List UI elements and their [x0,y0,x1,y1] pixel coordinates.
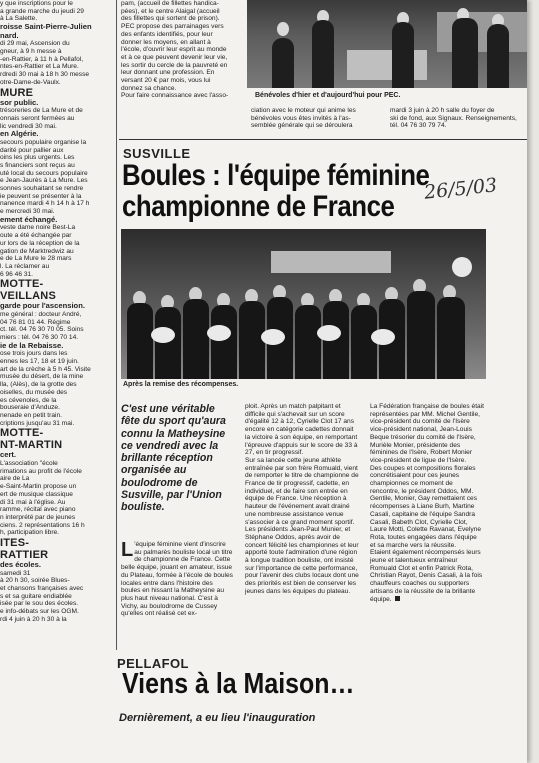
paragraph: Des coupes et compositions florales concrétisaient pour ces jeunes championnes ce moment de rencontre, le président Oddos, MM. Gentile, Monier, Gay remettaient ces récompenses à Liane Burh, Martine Casali, capitaine de l'équipe Sandra Casali, Babeth Clot, Cyrielle Clot, Laure Motti, Colette Ravanat, Evelyne Rota, toutes engagées dans l'équipe et sa marche vers la réussite. [370,464,482,549]
brief-line: darité pour pallier aux [0,146,64,154]
brief-line: ramme, récital avec piano [0,506,76,514]
column-divider [116,0,117,650]
brief-heading: NT-MARTIN [0,439,63,452]
brief-line: bouseraie d'Anduze. [0,404,60,412]
brief-line: sor public. [0,97,39,107]
section-label-susville: SUSVILLE [123,146,191,161]
article-col1 [121,541,233,618]
drop-cap: L [121,539,134,561]
brief-line: me général : docteur André, [0,310,82,318]
end-mark-icon [395,596,400,601]
brief-heading: VEILLANS [0,290,56,303]
brief-line: isée par le sou des écoles. [0,600,79,608]
brief-line: samedi 31 [0,569,31,577]
brief-line: ciens. 2 représentations 16 h [0,521,85,529]
brief-line: di 31 mai à l'église. Au [0,498,66,506]
team-photo-caption: Après la remise des récompenses. [123,381,239,388]
brief-line: trésoreries de La Mure et de [0,107,83,115]
brief-line: rimations au profit de l'école [0,467,82,475]
brief-line: musée du désert, de la mine [0,373,84,381]
text-line: pées), et le centre Alaigal (accueil [121,7,220,15]
pellafol-headline: Viens à la Maison… [122,668,355,700]
article-col1-text: 'équipe féminine vient d'inscrire au palmarès bouliste local un titre de championne de France. Cette belle équipe, jouant en amateur, issue du Plateau, formée à l'école de boules locales entre dans l'histoire des boules en hissant la Matheysine au plus haut niveau national. C'est à Vichy, au boulodrome de Cussey qu'elles ont réalisé cet ex- [121,541,233,618]
brief-line: ie peuvent se présenter à la [0,192,82,200]
text-line: mardi 3 juin à 20 h salle du foyer de [390,107,495,114]
brief-line: e mercredi 30 mai. [0,208,55,216]
paragraph: ploit. Après un match palpitant et difficile qui s'achevait sur un score d'égalité 12 à 12, Cyrielle Clot 17 ans encore en catégorie cadettes donnait la victoire à son équipe, en remportant l'épreuve d'appuis sur le score de 33 à 27, en tir progressif. [245,403,358,457]
brief-line: nanence mardi 4 h 14 h à 17 h [0,200,90,208]
paragraph: Sur sa lancée cette jeune athlète entraînée par son frère Romuald, vient de remporter le titre de championne de France de tir progressif, cadette, en individuel, et de faire son entrée en équipe de France. Une réception à hauteur de l'événement avait drainé une nombreuse assistance venue s'associer à ce grand moment sportif. [245,456,359,526]
brief-line: otre-Dame-de-Vaulx. [0,78,61,86]
text-line: ciation avec le moteur qui anime les [251,107,356,114]
brief-line: aire de La [0,475,30,483]
brief-line: uté local du secours populaire [0,169,88,177]
handwritten-date: 26/5/03 [423,174,499,204]
section-divider [119,139,527,140]
brief-heading: ITES- [0,537,30,550]
text-line: et à ce que peuvent devenir leur vie, [121,53,228,61]
brief-line: roisse Saint-Pierre-Julien [0,22,92,32]
pec-article-col3 [390,107,520,130]
text-line: versant 20 € par mois, vous lui [121,77,211,85]
brief-line: ennes les 17, 18 et 19 juin. [0,358,79,366]
brief-line: nard. [0,30,19,40]
brief-line: y que inscriptions pour le [0,0,73,7]
text-line: des fillettes qui sortent de prison). [121,15,220,23]
brief-line: ntes-en-Rattier et La Mure. [0,63,79,71]
brief-line: e info-débats sur les OGM. [0,608,79,616]
brief-line: sonnes souhaitant se rendre [0,185,84,193]
text-line: ski de fond, aux Signaux. Renseignements, tél. 04 76 30 79 74. [390,114,517,130]
headline-line-2: championne de France [122,190,395,223]
section-label-pellafol: PELLAFOL [117,656,189,671]
brief-line: et chansons françaises avec [0,585,84,593]
brief-line: veste dame noire Best-La [0,224,76,232]
brief-line: e-Saint-Martin propose un [0,483,77,491]
brief-line: e Jean-Jaurès à La Mure. Les [0,177,88,185]
text-line: Pour faire connaissance avec l'asso- [121,92,229,100]
paragraph: Etaient également récompensés leurs jeune et talentueux entraîneur Romuald Clot et enfin Patrick Rota, Christian Rayot, Denis Casali, à la fois chauffeurs coaches ou supporters artisans de la réussite de la brillante équipe. [370,549,483,603]
brief-line: ose trois jours dans les [0,350,68,358]
brief-line: garde pour l'ascension. [0,301,85,311]
brief-line: à 20 h 30, soirée Blues- [0,577,70,585]
brief-line: oins les plus urgents. Les [0,154,75,162]
text-line: bénévoles vous êtes invités à l'as- [251,114,351,122]
brief-line: ct. tél. 04 76 30 70 05. Soins [0,326,84,334]
brief-line: gation de Marktredwiz au [0,247,74,255]
brief-line: secours populaire organise la [0,138,87,146]
pellafol-intro: Dernièrement, a eu lieu l'inauguration [119,712,316,724]
brief-line: 04 76 81 01 44. Régime [0,318,71,326]
article-intro: C'est une véritable fête du sport qu'aura connu la Matheysine ce vendredi avec la brillante réception organisée au boulodrome de Susville, par l'Union bouliste. [121,403,226,514]
brief-line: s et sa guitare endiablée [0,592,72,600]
brief-line: nenade en petit train. [0,411,62,419]
headline-line-1: Boules : l'équipe féminine [122,159,430,192]
paragraph: Les présidents Jean-Paul Munier, et Stéphane Oddos, après avoir de concert félicité les championnes et leur apporté toute l'admiration d'une région à longue tradition bouliste, ont insisté sur l'importance de cette performance, pour l'avenir des clubs locaux dont une des priorités est bien de conserver les jeunes dans les équipes du plateau. [245,526,359,595]
brief-line: a grande marche du jeudi 29 [0,7,84,15]
brief-line: rdi 4 juin à 20 h 30 à la [0,615,67,623]
text-line: semblée générale qui se déroulera [251,122,353,130]
brief-line: L'association "école [0,459,58,467]
text-line: les sortir du cercle de la pauvreté en [121,61,228,69]
brief-line: onnais seront fermées au [0,114,75,122]
brief-line: art de la crèche à 5 h 45. Visite [0,365,91,373]
brief-line: 6 96 46 31. [0,270,33,278]
brief-line: des écoles. [0,560,41,570]
brief-line: rdredi 30 mai à 18 h 30 messe [0,71,90,79]
brief-line: gneur, à 9 h messe à [0,48,62,55]
brief-line: ie de la Rebaisse. [0,340,64,350]
brief-line: di 29 mai, Ascension du [0,40,70,48]
team-award-photo [121,229,486,379]
brief-line: oiselles, du musée des [0,388,68,396]
brief-line: e de La Mure le 28 mars [0,255,72,263]
text-line: des enfants identifiés, pour leur [121,30,213,38]
brief-line: ert de musique classique [0,490,73,498]
text-line: l'école, d'ouvrir leur esprit au monde [121,46,227,54]
brief-line: lla, (Alès), de la grotte des [0,381,77,389]
brief-line: cert. [0,450,17,460]
pec-volunteers-photo [247,0,527,88]
brief-line: es cévenoles, de la [0,396,57,404]
brief-line: à La Salette. [0,15,38,23]
brief-line: ement échangé. [0,214,58,224]
brief-line: ur lors de la réception de la [0,239,80,247]
brief-heading: MURE [0,86,34,99]
text-line: PEC propose des parrainages vers [121,23,224,31]
brief-heading: RATTIER [0,549,49,562]
left-brief-column [0,0,113,763]
article-col3 [370,403,484,603]
brief-heading: MOTTE- [0,278,44,291]
text-line: pam, (accueil de fillettes handica- [121,0,219,7]
brief-line: oute a été échangée par [0,232,72,240]
text-line: donnez sa chance. [121,84,177,92]
brief-line: -en-Rattier, à 11 h à Pellafol, [0,55,84,63]
brief-line: s financiers sont reçus au [0,161,75,169]
brief-line: l. La réclamer au [0,262,50,270]
paragraph: La Fédération française de boules était représentées par MM. Michel Gentile, vice-président du comité de l'Isère vice-président national, Jean-Louis Beque trésorier du comité de l'Isère, Murièle Monier, présidente des féminines de l'Isère, Robert Monier vice-président de ligue de l'Isère. [370,403,484,464]
text-line: donner les moyens, en allant à [121,38,211,46]
brief-line: miers : tél. 04 76 30 70 14. [0,334,79,342]
brief-line: en Algérie. [0,129,39,139]
pec-article-col2 [251,107,379,130]
brief-line: n interprété par de jeunes [0,513,76,521]
pec-article-col1 [121,0,243,100]
pec-photo-caption: Bénévoles d'hier et d'aujourd'hui pour PEC. [255,92,401,99]
brief-line: criptions jusqu'au 31 mai. [0,419,75,427]
brief-heading: MOTTE- [0,427,44,440]
brief-line: h, participation libre. [0,529,60,537]
text-line: leur donnant une profession. En [121,69,215,77]
article-col2 [245,403,359,596]
brief-line: lic vendredi 30 mai. [0,122,57,130]
